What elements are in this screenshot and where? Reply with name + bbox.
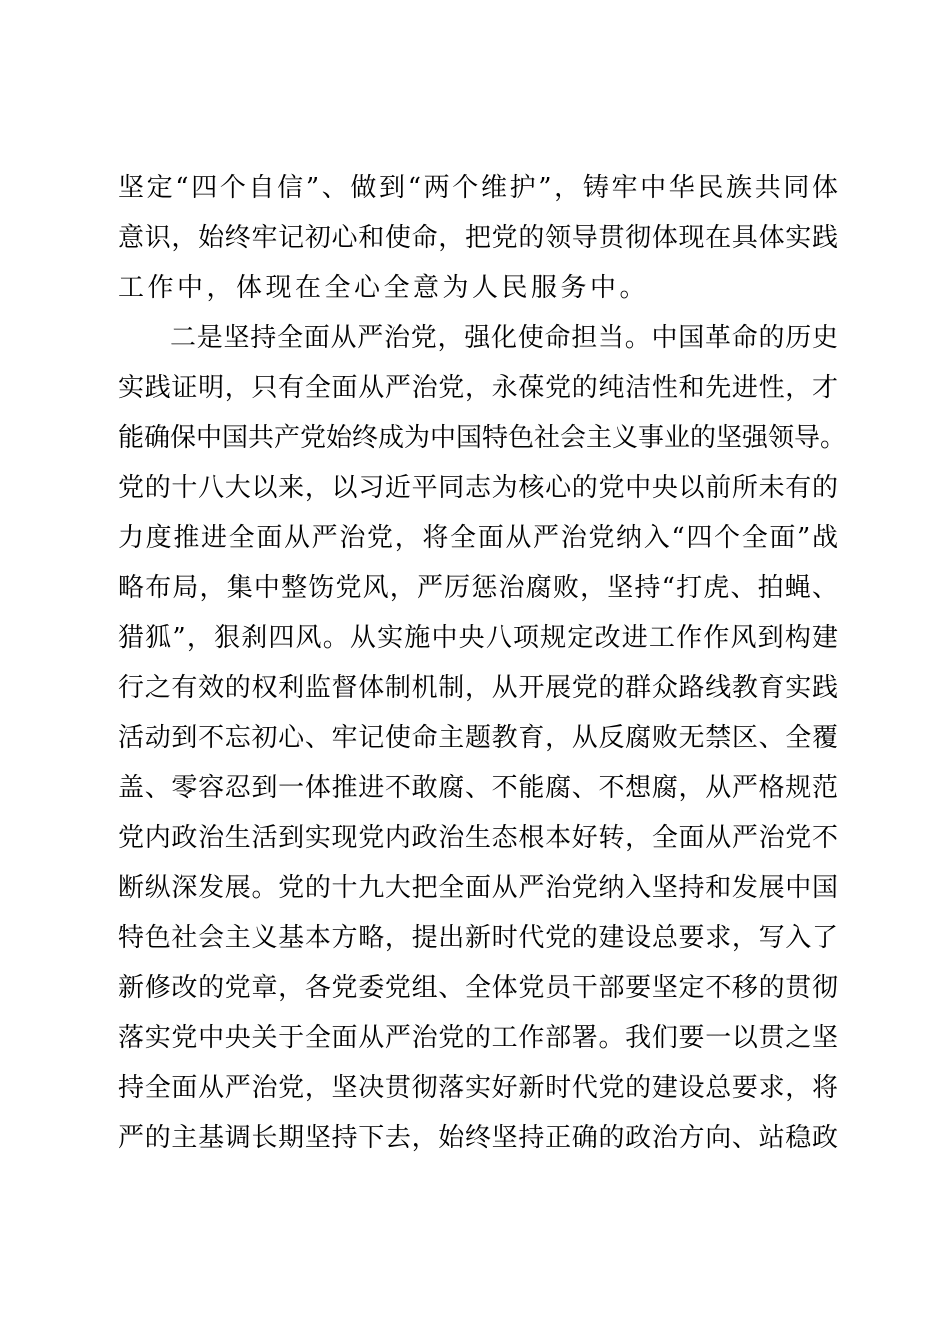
text-line: 党内政治生活到实现党内政治生态根本好转，全面从严治党不 bbox=[118, 823, 838, 853]
text-line: 实践证明，只有全面从严治党，永葆党的纯洁性和先进性，才 bbox=[118, 373, 838, 403]
text-line: 持全面从严治党，坚决贯彻落实好新时代党的建设总要求，将 bbox=[118, 1073, 838, 1103]
text-line: 二是坚持全面从严治党，强化使命担当。中国革命的历史 bbox=[170, 323, 838, 353]
text-line: 略布局，集中整饬党风，严厉惩治腐败，坚持“打虎、拍蝇、 bbox=[118, 573, 838, 603]
text-line: 能确保中国共产党始终成为中国特色社会主义事业的坚强领导。 bbox=[118, 423, 847, 453]
text-line: 断纵深发展。党的十九大把全面从严治党纳入坚持和发展中国 bbox=[118, 873, 838, 903]
text-line: 工作中，体现在全心全意为人民服务中。 bbox=[118, 273, 650, 303]
paragraph-1 bbox=[118, 163, 838, 313]
paragraph-2 bbox=[118, 313, 847, 1163]
text-line: 盖、零容忍到一体推进不敢腐、不能腐、不想腐，从严格规范 bbox=[118, 773, 838, 803]
text-line: 落实党中央关于全面从严治党的工作部署。我们要一以贯之坚 bbox=[118, 1023, 838, 1053]
text-line: 行之有效的权利监督体制机制，从开展党的群众路线教育实践 bbox=[118, 673, 838, 703]
text-line: 力度推进全面从严治党，将全面从严治党纳入“四个全面”战 bbox=[118, 523, 838, 553]
text-line: 意识，始终牢记初心和使命，把党的领导贯彻体现在具体实践 bbox=[118, 223, 838, 253]
text-line: 严的主基调长期坚持下去，始终坚持正确的政治方向、站稳政 bbox=[118, 1123, 838, 1153]
text-line: 活动到不忘初心、牢记使命主题教育，从反腐败无禁区、全覆 bbox=[118, 723, 838, 753]
body-text bbox=[118, 163, 847, 1163]
text-line: 坚定“四个自信”、做到“两个维护”，铸牢中华民族共同体 bbox=[118, 173, 838, 203]
text-line: 新修改的党章，各党委党组、全体党员干部要坚定不移的贯彻 bbox=[118, 973, 838, 1003]
text-line: 猎狐”，狠刹四风。从实施中央八项规定改进工作作风到构建 bbox=[118, 623, 838, 653]
text-line: 党的十八大以来，以习近平同志为核心的党中央以前所未有的 bbox=[118, 473, 838, 503]
text-line: 特色社会主义基本方略，提出新时代党的建设总要求，写入了 bbox=[118, 923, 838, 953]
